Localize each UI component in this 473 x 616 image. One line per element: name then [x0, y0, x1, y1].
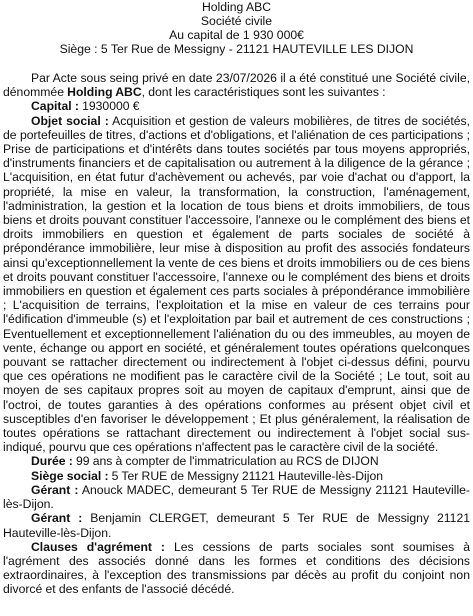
agrement-paragraph — [3, 540, 470, 597]
objet-label: Objet social : — [31, 113, 109, 128]
company-capital: Au capital de 1 930 000€ — [169, 28, 304, 42]
siege-value: 5 Ter RUE de Messigny 21121 Hauteville-lès-Dijon — [108, 468, 384, 483]
agrement-value: Les cessions de parts sociales sont soumises à l'agrément des associés donné dans les formes et conditions des décisions extraordinaires, à l'exception des transmissions par décès au profit du conjoint non divorcé et des enfants de l'associé décédé. — [3, 539, 470, 597]
duree-value: 99 ans à compter de l'immatriculation au RCS de DIJON — [72, 454, 379, 469]
objet-paragraph — [3, 114, 470, 455]
siege-label: Siège social : — [31, 468, 109, 483]
siege-paragraph — [3, 469, 470, 483]
gerant-2-paragraph — [3, 511, 470, 539]
gerant-1-paragraph — [3, 483, 470, 511]
capital-value: 1930000 € — [78, 99, 140, 114]
capital-label: Capital : — [31, 99, 79, 114]
duree-paragraph — [3, 454, 470, 468]
notice-body — [3, 71, 470, 597]
gerant-1-value: Anouck MADEC, demeurant 5 Ter RUE de Messigny 21121 Hauteville-lès-Dijon. — [3, 482, 470, 512]
company-seat: Siège : 5 Ter Rue de Messigny - 21121 HAUTEVILLE LES DIJON — [59, 42, 414, 56]
agrement-label: Clauses d'agrément : — [31, 539, 165, 554]
gerant-1-label: Gérant : — [31, 482, 79, 497]
intro-company-name: Holding ABC — [67, 85, 142, 100]
intro-text-before: Par Acte sous seing privé en date 23/07/2026 il a été constitué une Société civile, dénommée — [3, 71, 470, 100]
intro-paragraph — [3, 71, 470, 99]
company-name: Holding ABC — [201, 0, 272, 14]
intro-text-after: , dont les caractéristiques sont les suivantes : — [141, 85, 386, 100]
company-form: Société civile — [200, 14, 273, 28]
gerant-2-value: Benjamin CLERGET, demeurant 5 Ter RUE de Messigny 21121 Hauteville-lès-Dijon. — [3, 511, 470, 540]
gerant-2-label: Gérant : — [31, 511, 83, 526]
objet-text: Acquisition et gestion de valeurs mobilières, de titres de sociétés, de portefeuilles de titres, d'actions et d'obligations, et l'aliénation de ces participations ; Prise de participations et d'intérêts dans toutes sociétés par tous moyens appropriés, d'instruments financiers et de capitalisation ou autrement à la diligence de la gérance ; L'acquisition, en état futur d'achèvement ou achevés, par voie d'achat ou d'apport, la propriété, la mise en valeur, la transformation, la construction, l'aménagement, l'administration, la gestion et la location de tous biens et droits immobiliers, de tous biens et droits pouvant constituer l'accessoire, l'annexe ou le complément des biens et droits immobiliers en question et également de parts sociales de société à prépondérance immobilière, leur mise à disposition au profit des associés fondateurs ainsi qu'exceptionnellement la vente de ces biens et droits immobiliers ou de ces biens et droits pouvant constituer l'accessoire, l'annexe ou le complément des biens et droits immobiliers en question et également ces parts sociales à prépondérance immobilière ; L'acquisition de terrains, l'exploitation et la mise en valeur de ces terrains pour l'édification d'immeuble (s) et l'exploitation par bail et autrement de ces constructions ; Eventuellement et exceptionnellement l'aliénation du ou des immeubles, au moyen de vente, échange ou apport en société, et généralement toutes opérations quelconques pouvant se rattacher directement ou indirectement à l'objet ci-dessus défini, pourvu que ces opérations ne modifient pas le caractère civil de la Société ; Le tout, soit au moyen de ses capitaux propres soit au moyen de capitaux d'emprunt, ainsi que de l'octroi, de toutes garanties à des opérations conformes au présent objet civil et susceptibles d'en favoriser le développement ; Et plus généralement, la réalisation de toutes opérations se rattachant directement ou indirectement à l'objet social sus-indiqué, pourvu que ces opérations n'affectent pas le caractère civil de la société. — [3, 113, 470, 455]
duree-label: Durée : — [31, 454, 73, 469]
notice-header — [3, 0, 470, 56]
capital-paragraph — [3, 99, 470, 113]
